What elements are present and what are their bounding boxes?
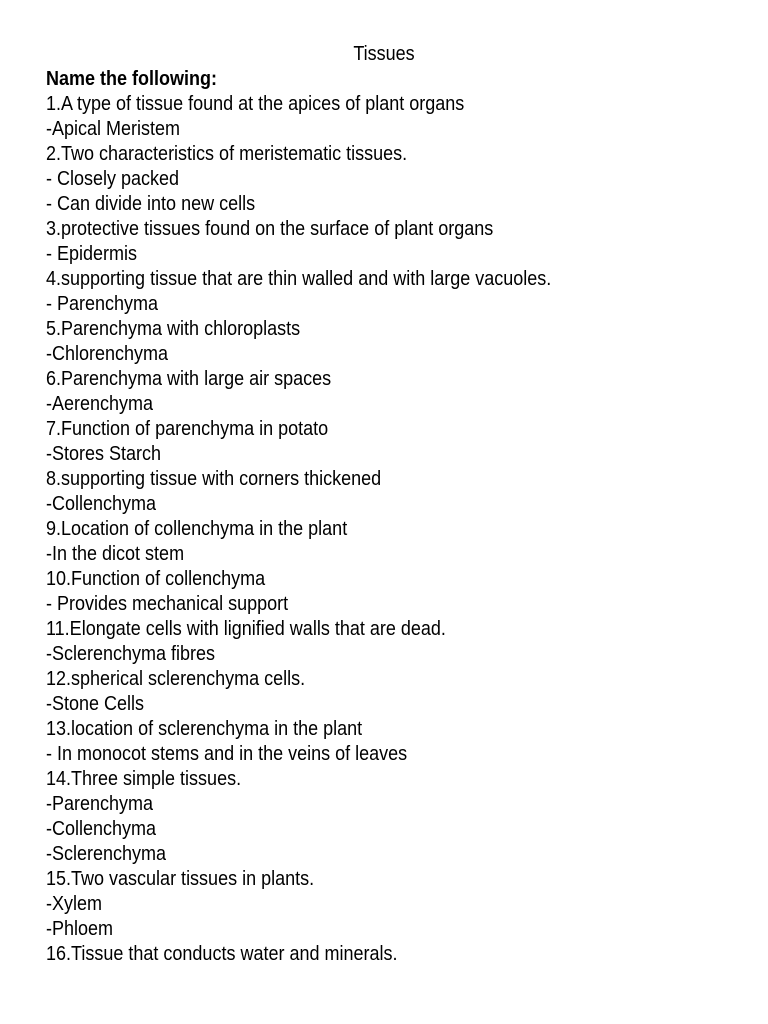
answer-15a: -Xylem bbox=[46, 893, 103, 915]
question-1: 1.A type of tissue found at the apices of plant organs bbox=[46, 93, 465, 115]
page-title: Tissues bbox=[353, 43, 415, 65]
answer-9: -In the dicot stem bbox=[46, 543, 185, 565]
question-12: 12.spherical sclerenchyma cells. bbox=[46, 668, 306, 690]
question-13: 13.location of sclerenchyma in the plant bbox=[46, 718, 363, 740]
answer-10: - Provides mechanical support bbox=[46, 593, 289, 615]
answer-3: - Epidermis bbox=[46, 243, 138, 265]
answer-12: -Stone Cells bbox=[46, 693, 145, 715]
question-5: 5.Parenchyma with chloroplasts bbox=[46, 318, 301, 340]
question-16: 16.Tissue that conducts water and minerals. bbox=[46, 943, 398, 965]
answer-8: -Collenchyma bbox=[46, 493, 157, 515]
question-14: 14.Three simple tissues. bbox=[46, 768, 242, 790]
answer-2b: - Can divide into new cells bbox=[46, 193, 256, 215]
question-9: 9.Location of collenchyma in the plant bbox=[46, 518, 348, 540]
question-4: 4.supporting tissue that are thin walled and with large vacuoles. bbox=[46, 268, 552, 290]
question-6: 6.Parenchyma with large air spaces bbox=[46, 368, 332, 390]
question-8: 8.supporting tissue with corners thickened bbox=[46, 468, 382, 490]
answer-4: - Parenchyma bbox=[46, 293, 159, 315]
question-7: 7.Function of parenchyma in potato bbox=[46, 418, 329, 440]
question-10: 10.Function of collenchyma bbox=[46, 568, 266, 590]
answer-11: -Sclerenchyma fibres bbox=[46, 643, 216, 665]
question-11: 11.Elongate cells with lignified walls that are dead. bbox=[46, 618, 446, 640]
answer-15b: -Phloem bbox=[46, 918, 114, 940]
document-body bbox=[46, 67, 746, 967]
answer-2a: - Closely packed bbox=[46, 168, 180, 190]
question-15: 15.Two vascular tissues in plants. bbox=[46, 868, 315, 890]
answer-14c: -Sclerenchyma bbox=[46, 843, 167, 865]
section-heading: Name the following: bbox=[46, 68, 217, 90]
answer-14b: -Collenchyma bbox=[46, 818, 157, 840]
answer-1: -Apical Meristem bbox=[46, 118, 181, 140]
question-2: 2.Two characteristics of meristematic tissues. bbox=[46, 143, 408, 165]
answer-14a: -Parenchyma bbox=[46, 793, 154, 815]
answer-13: - In monocot stems and in the veins of leaves bbox=[46, 743, 408, 765]
answer-5: -Chlorenchyma bbox=[46, 343, 169, 365]
answer-7: -Stores Starch bbox=[46, 443, 162, 465]
answer-6: -Aerenchyma bbox=[46, 393, 154, 415]
question-3: 3.protective tissues found on the surface of plant organs bbox=[46, 218, 494, 240]
